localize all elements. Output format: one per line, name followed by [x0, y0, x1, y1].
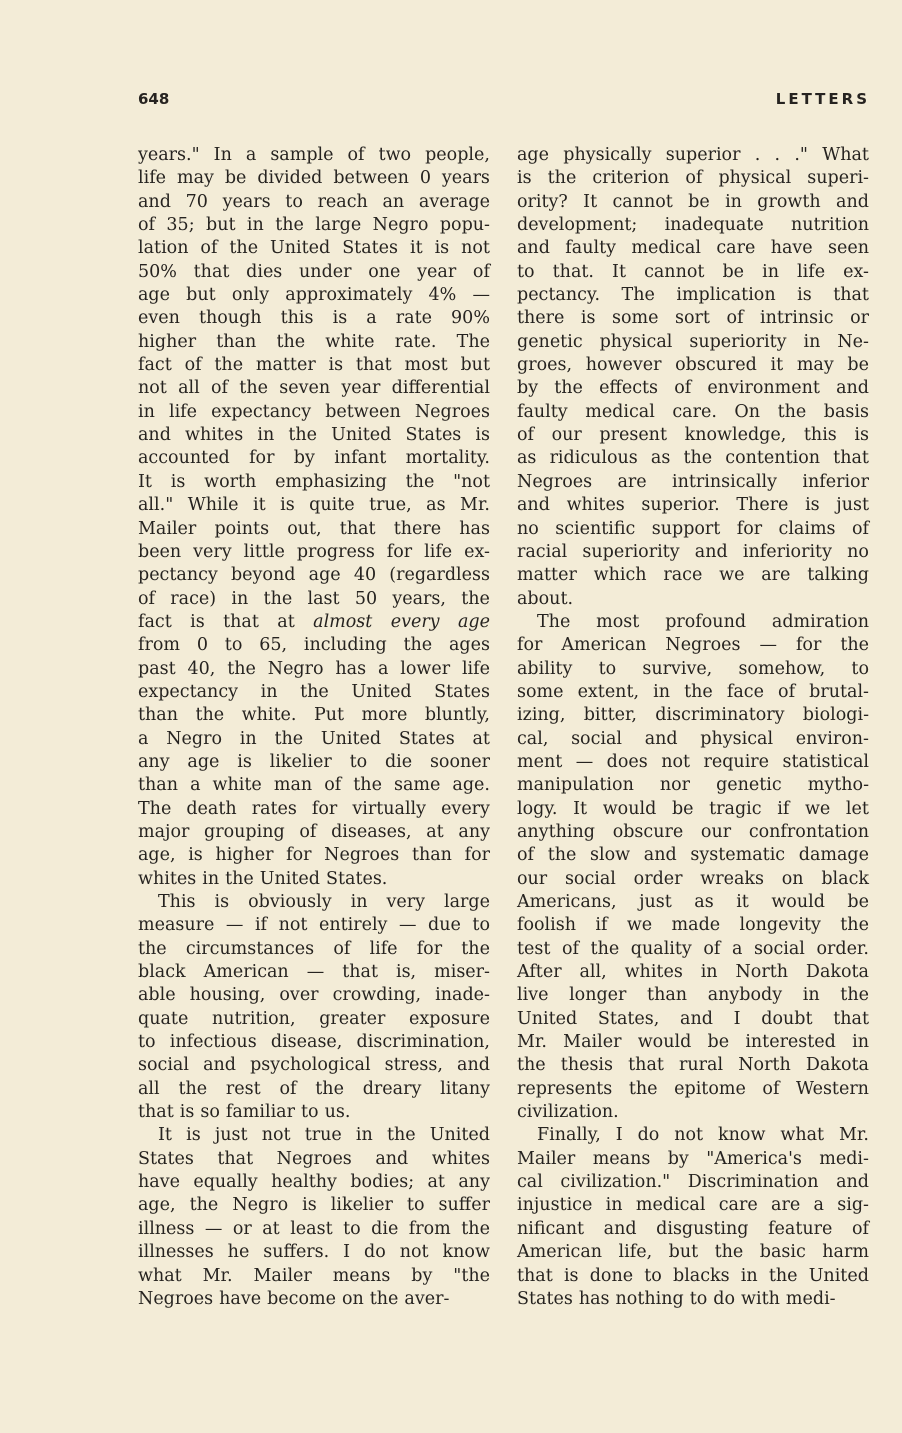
text-line: anything obscure our confrontation: [517, 821, 869, 842]
text-line: even though this is a rate 90%: [138, 308, 490, 329]
text-line: any age is likelier to die sooner: [138, 751, 490, 772]
text-line: civilization.: [517, 1102, 619, 1123]
text-line: manipulation nor genetic mytho-: [517, 775, 869, 796]
text-line: American life, but the basic harm: [517, 1242, 869, 1263]
text-line: ment — does not require statistical: [517, 751, 869, 772]
text-line: faulty medical care. On the basis: [517, 401, 869, 422]
text-line: racial superiority and inferiority no: [517, 541, 869, 562]
text-line: age physically superior . . ." What: [517, 145, 869, 165]
text-line: ority? It cannot be in growth and: [517, 191, 869, 212]
text-line: injustice in medical care are a sig-: [517, 1195, 869, 1216]
text-line: years." In a sample of two people,: [138, 145, 490, 165]
left-column: [138, 144, 490, 1311]
text-line: represents the epitome of Western: [517, 1078, 869, 1099]
text-line: all." While it is quite true, as Mr.: [138, 495, 490, 516]
text-line: It is worth emphasizing the "not: [138, 471, 490, 492]
text-line: for American Negroes — for the: [517, 635, 869, 656]
text-line: to infectious disease, discrimination,: [138, 1032, 490, 1053]
text-line: Negroes are intrinsically inferior: [517, 471, 869, 492]
text-line: accounted for by infant mortality.: [138, 448, 490, 469]
text-line: major grouping of diseases, at any: [138, 821, 490, 842]
text-line: It is just not true in the United: [158, 1125, 490, 1146]
page-number: 648: [138, 90, 170, 108]
text-line: age but only approximately 4% —: [138, 285, 490, 306]
text-line: what Mr. Mailer means by "the: [138, 1265, 490, 1286]
text-line: live longer than anybody in the: [517, 985, 869, 1006]
text-line: illness — or at least to die from the: [138, 1218, 490, 1239]
text-line: fact is that at almost every age: [138, 611, 490, 632]
text-line: age, the Negro is likelier to suffer: [138, 1195, 490, 1216]
text-line: that is so familiar to us.: [138, 1102, 351, 1123]
text-line: United States, and I doubt that: [517, 1008, 869, 1029]
text-line: States has nothing to do with medi-: [517, 1288, 836, 1309]
text-line: black American — that is, miser-: [138, 962, 490, 983]
text-line: than a white man of the same age.: [138, 775, 490, 796]
text-line: 50% that dies under one year of: [138, 261, 490, 282]
text-line: pectancy. The implication is that: [517, 285, 869, 306]
section-title: LETTERS: [775, 90, 870, 108]
text-line: all the rest of the dreary litany: [138, 1078, 490, 1099]
text-line: After all, whites in North Dakota: [517, 962, 869, 983]
text-line: higher than the white rate. The: [138, 331, 490, 352]
text-line: Mailer points out, that there has: [138, 518, 490, 539]
text-line: groes, however obscured it may be: [517, 355, 869, 376]
text-line: have equally healthy bodies; at any: [138, 1172, 490, 1193]
text-line: measure — if not entirely — due to: [138, 915, 490, 936]
text-line: life may be divided between 0 years: [138, 168, 490, 189]
text-line: by the effects of environment and: [517, 378, 869, 399]
text-line: illnesses he suffers. I do not know: [138, 1242, 490, 1263]
text-line: logy. It would be tragic if we let: [517, 798, 869, 819]
text-line: of our present knowledge, this is: [517, 425, 869, 446]
text-line: from 0 to 65, including the ages: [138, 635, 490, 656]
text-line: expectancy in the United States: [138, 681, 490, 702]
text-line: test of the quality of a social order.: [517, 938, 869, 959]
text-line: and whites in the United States is: [138, 425, 490, 446]
text-line: and 70 years to reach an average: [138, 191, 490, 212]
text-line: The most profound admiration: [537, 611, 869, 632]
text-line: Americans, just as it would be: [517, 892, 869, 912]
text-line: This is obviously in very large: [158, 892, 490, 912]
text-line: able housing, over crowding, inade-: [138, 985, 490, 1006]
text-line: and faulty medical care have seen: [517, 238, 869, 259]
text-line: no scientific support for claims of: [517, 518, 869, 539]
text-line: of 35; but in the large Negro popu-: [138, 215, 490, 236]
text-line: The death rates for virtually every: [138, 798, 490, 819]
text-line: nificant and disgusting feature of: [517, 1218, 869, 1239]
text-line: development; inadequate nutrition: [517, 215, 869, 236]
text-line: of race) in the last 50 years, the: [138, 588, 490, 609]
text-line: quate nutrition, greater exposure: [138, 1008, 490, 1029]
text-line: Negroes have become on the aver-: [138, 1288, 450, 1309]
text-line: lation of the United States it is not: [138, 238, 490, 259]
text-line: in life expectancy between Negroes: [138, 401, 490, 422]
text-line: as ridiculous as the contention that: [517, 448, 869, 469]
text-line: ability to survive, somehow, to: [517, 658, 869, 679]
text-line: Mailer means by "America's medi-: [517, 1148, 869, 1169]
text-line: and whites superior. There is just: [517, 495, 869, 516]
text-line: foolish if we made longevity the: [517, 915, 869, 936]
right-column: [517, 144, 869, 1311]
text-line: cal, social and physical environ-: [517, 728, 869, 749]
text-line: Finally, I do not know what Mr.: [537, 1125, 869, 1146]
text-line: matter which race we are talking: [517, 565, 869, 586]
text-line: is the criterion of physical superi-: [517, 168, 869, 189]
text-line: there is some sort of intrinsic or: [517, 308, 869, 329]
text-line: izing, bitter, discriminatory biologi-: [517, 705, 869, 726]
text-line: social and psychological stress, and: [138, 1055, 490, 1076]
text-line: not all of the seven year differential: [138, 378, 490, 399]
text-line: that is done to blacks in the United: [517, 1265, 869, 1286]
text-line: of the slow and systematic damage: [517, 845, 869, 866]
text-line: a Negro in the United States at: [138, 728, 490, 749]
text-line: to that. It cannot be in life ex-: [517, 261, 869, 282]
text-line: genetic physical superiority in Ne-: [517, 331, 869, 352]
text-line: been very little progress for life ex-: [138, 541, 490, 562]
text-line: the circumstances of life for the: [138, 938, 490, 959]
text-line: our social order wreaks on black: [517, 868, 869, 889]
text-line: the thesis that rural North Dakota: [517, 1055, 869, 1076]
text-line: age, is higher for Negroes than for: [138, 845, 490, 866]
text-line: whites in the United States.: [138, 868, 388, 889]
text-line: Mr. Mailer would be interested in: [517, 1032, 869, 1053]
running-header: [138, 90, 870, 114]
text-line: about.: [517, 588, 574, 609]
text-line: pectancy beyond age 40 (regardless: [138, 565, 490, 586]
text-line: than the white. Put more bluntly,: [138, 705, 490, 726]
text-line: States that Negroes and whites: [138, 1148, 490, 1169]
text-line: some extent, in the face of brutal-: [517, 681, 869, 702]
text-line: fact of the matter is that most but: [138, 355, 490, 376]
text-line: past 40, the Negro has a lower life: [138, 658, 490, 679]
text-line: cal civilization." Discrimination and: [517, 1172, 869, 1193]
